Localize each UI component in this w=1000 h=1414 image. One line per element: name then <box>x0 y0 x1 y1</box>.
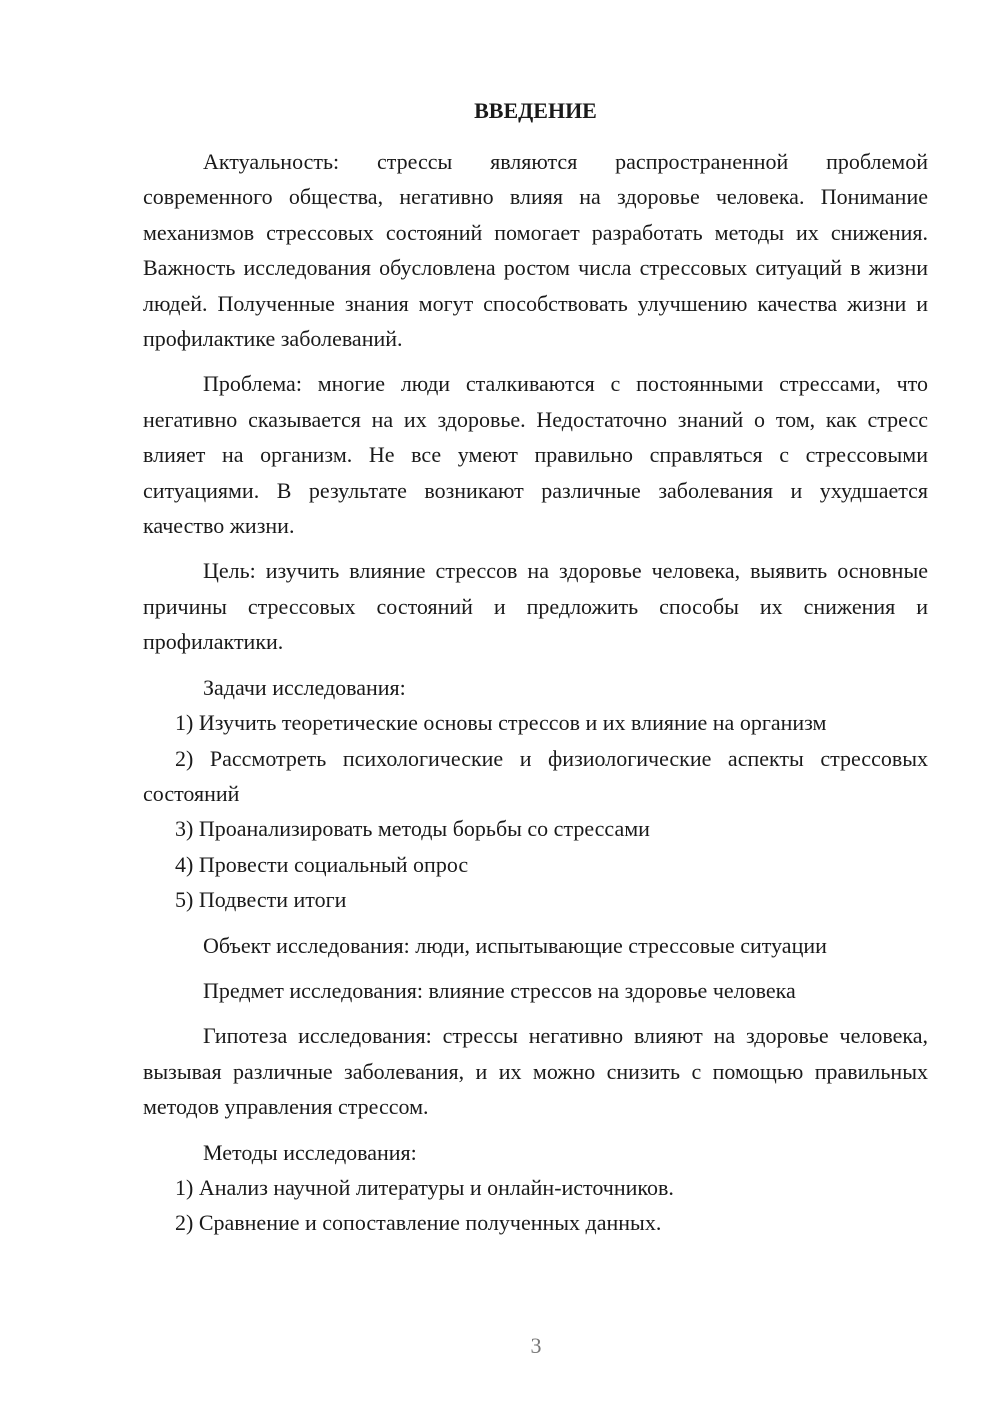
paragraph-goal: Цель: изучить влияние стрессов на здоровье человека, выявить основные причины стрессовых состояний и предложить способы их снижения и профилактики. <box>143 558 928 655</box>
research-hypothesis: Гипотеза исследования: стрессы негативно влияют на здоровье человека, вызывая различные заболевания, и их можно снизить с помощью правильных методов управления стрессом. <box>143 1023 928 1120</box>
methods-heading: Методы исследования: <box>203 1139 417 1165</box>
tasks-heading: Задачи исследования: <box>203 674 406 700</box>
document-title: ВВЕДЕНИЕ <box>474 98 597 123</box>
paragraph-relevance: Актуальность: стрессы являются распространенной проблемой современного общества, негативно влияя на здоровье человека. Понимание механизмов стрессовых состояний помогает разработать методы их снижения. Важность исследования обусловлена ростом числа стрессовых ситуаций в жизни людей. Полученные знания могут способствовать улучшению качества жизни и профилактике заболеваний. <box>143 149 928 352</box>
page-number: 3 <box>530 1333 542 1358</box>
document-page <box>143 95 928 1241</box>
research-subject: Предмет исследования: влияние стрессов на здоровье человека <box>203 977 796 1003</box>
paragraph-problem: Проблема: многие люди сталкиваются с постоянными стрессами, что негативно сказывается на их здоровье. Недостаточно знаний о том, как стресс влияет на организм. Не все умеют правильно справляться с стрессовыми ситуациями. В результате возникают различные заболевания и ухудшается качество жизни. <box>143 371 928 539</box>
research-object: Объект исследования: люди, испытывающие стрессовые ситуации <box>203 932 827 958</box>
method-item-2: 2) Сравнение и сопоставление полученных данных. <box>175 1210 662 1236</box>
task-item-5: 5) Подвести итоги <box>175 887 347 913</box>
method-item-1: 1) Анализ научной литературы и онлайн-источников. <box>175 1174 674 1200</box>
task-item-3: 3) Проанализировать методы борьбы со стрессами <box>175 816 650 842</box>
task-item-4: 4) Провести социальный опрос <box>175 851 469 877</box>
task-item-2: 2) Рассмотреть психологические и физиологические аспекты стрессовых состояний <box>143 745 928 806</box>
task-item-1: 1) Изучить теоретические основы стрессов и их влияние на организм <box>175 710 827 736</box>
